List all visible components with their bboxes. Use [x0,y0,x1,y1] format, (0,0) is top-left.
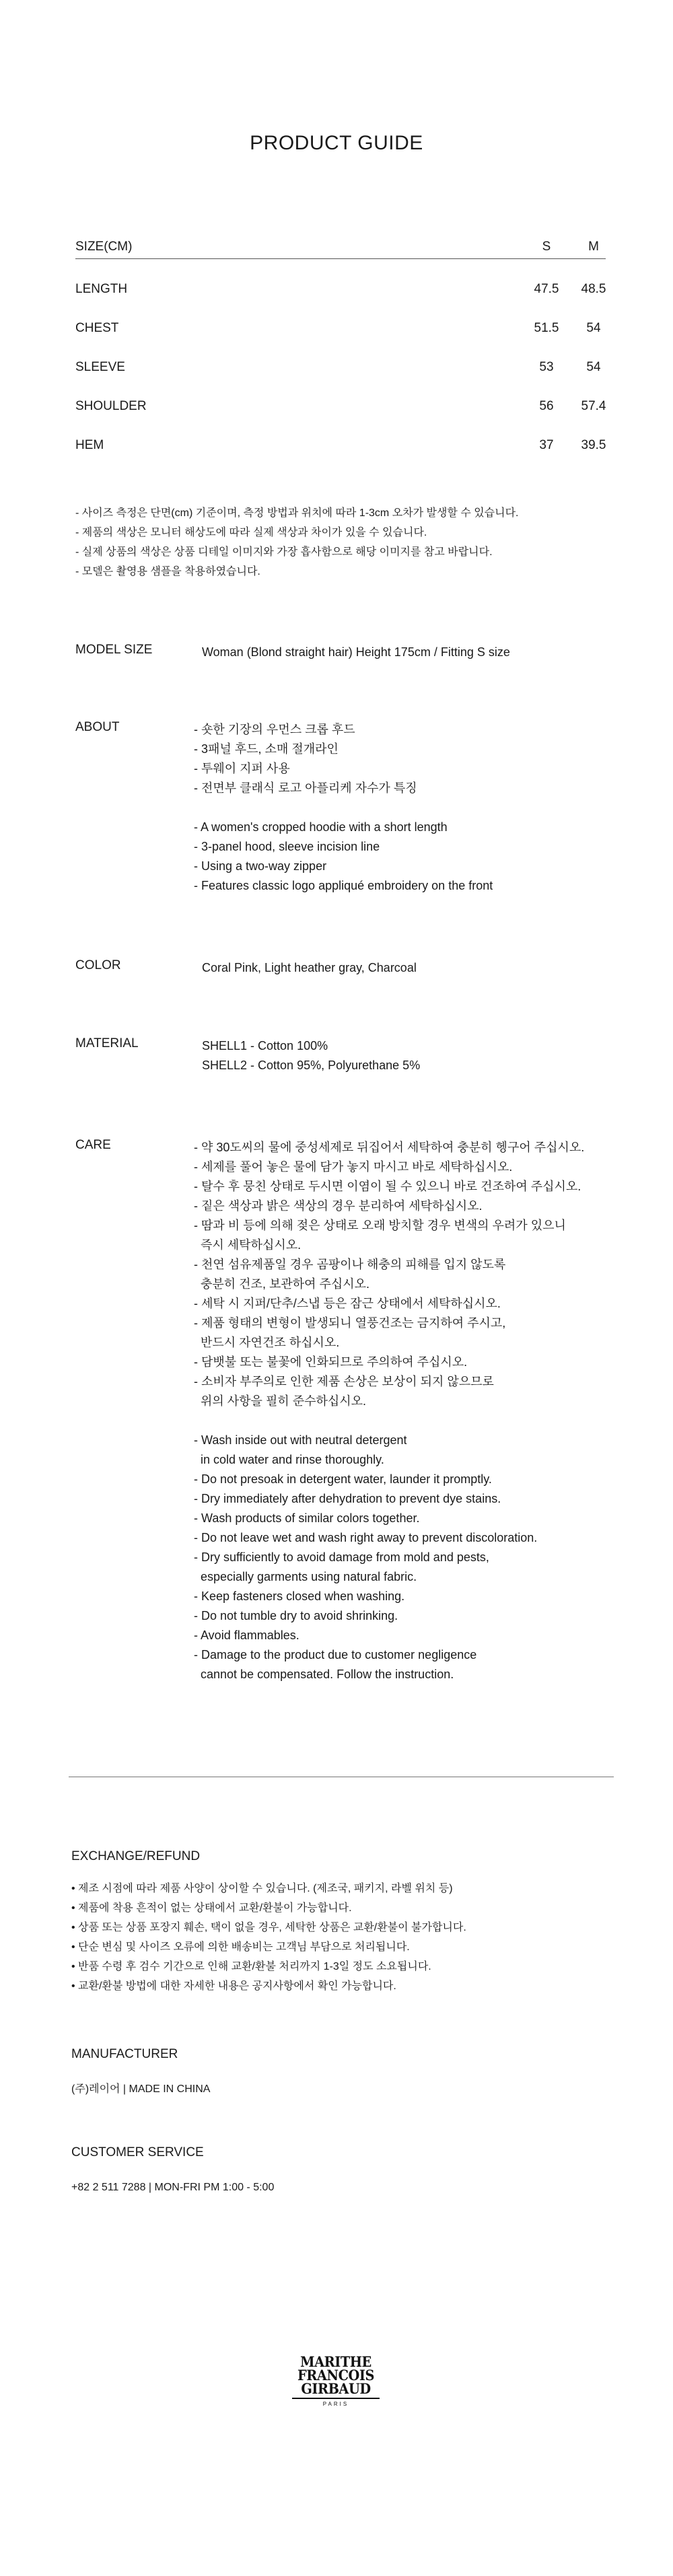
list-item: - 사이즈 측정은 단면(cm) 기준이며, 측정 방법과 위치에 따라 1-3cm 오차가 발생할 수 있습니다. [75,507,519,519]
list-item: - 3패널 후드, 소매 절개라인 [194,742,339,756]
care-label: CARE [75,1138,111,1152]
list-item: - Do not leave wet and wash right away to prevent discoloration. [194,1531,538,1544]
list-item: - Damage to the product due to customer negligence [194,1648,477,1661]
size-row-label: SHOULDER [75,399,147,413]
list-item: SHELL2 - Cotton 95%, Polyurethane 5% [202,1059,421,1072]
list-item: - 실제 상품의 색상은 상품 디테일 이미지와 가장 흡사함으로 해당 이미지를 참고 바랍니다. [75,546,493,558]
size-header-m: M [588,240,599,254]
list-item: - Using a two-way zipper [194,859,327,873]
list-item: • 상품 또는 상품 포장지 훼손, 택이 없을 경우, 세탁한 상품은 교환/환불이 불가합니다. [71,1922,466,1933]
logo-line: MARITHE [300,2353,371,2370]
list-item: • 반품 수령 후 검수 기간으로 인해 교환/환불 처리까지 1-3일 정도 소요됩니다. [71,1961,431,1972]
list-item: - 천연 섬유제품일 경우 곰팡이나 해충의 피해를 입지 않도록 [194,1258,506,1271]
list-item: 즉시 세탁하십시오. [194,1238,302,1252]
size-table-header [75,231,606,259]
list-item: - 짙은 색상과 밝은 색상의 경우 분리하여 세탁하십시오. [194,1199,483,1213]
size-row-m: 54 [586,321,601,335]
size-row-m: 48.5 [581,282,606,296]
care-list [194,1138,584,1684]
about-label: ABOUT [75,720,120,734]
list-item: - 담뱃불 또는 불꽃에 인화되므로 주의하여 주십시오. [194,1355,468,1369]
list-item: - Do not tumble dry to avoid shrinking. [194,1609,398,1622]
model-size-text: Woman (Blond straight hair) Height 175cm / Fitting S size [202,645,510,659]
list-item: - Keep fasteners closed when washing. [194,1589,405,1603]
list-item: especially garments using natural fabric. [194,1570,417,1583]
size-header-label: SIZE(CM) [75,240,133,254]
size-row-s: 53 [539,360,554,374]
exchange-list [71,1879,466,1996]
size-row-m: 54 [586,360,601,374]
list-item: - 전면부 클래식 로고 아플리케 자수가 특징 [194,781,417,795]
list-item: - A women's cropped hoodie with a short length [194,820,448,834]
list-item: 반드시 자연건조 하십시오. [194,1336,340,1349]
table-row [75,309,606,348]
list-item: - 땀과 비 등에 의해 젖은 상태로 오래 방치할 경우 변색의 우려가 있으니 [194,1219,566,1232]
list-item: • 교환/환불 방법에 대한 자세한 내용은 공지사항에서 확인 가능합니다. [71,1980,396,1992]
list-item: - 소비자 부주의로 인한 제품 손상은 보상이 되지 않으므로 [194,1375,494,1388]
list-item: • 제품에 착용 흔적이 없는 상태에서 교환/환불이 가능합니다. [71,1902,352,1914]
size-row-s: 51.5 [534,321,559,335]
customer-service-label: CUSTOMER SERVICE [71,2145,204,2159]
list-item: in cold water and rinse thoroughly. [194,1453,384,1466]
exchange-label: EXCHANGE/REFUND [71,1849,201,1863]
manufacturer-label: MANUFACTURER [71,2047,178,2061]
list-item: - Wash inside out with neutral detergent [194,1433,407,1447]
table-row [75,270,606,309]
list-item: - 제품 형태의 변형이 발생되니 열풍건조는 금지하여 주시고, [194,1316,506,1330]
list-item: - 숏한 기장의 우먼스 크롭 후드 [194,723,355,736]
size-row-label: CHEST [75,321,119,335]
list-item: cannot be compensated. Follow the instruction. [194,1668,454,1681]
list-item: • 단순 변심 및 사이즈 오류에 의한 배송비는 고객님 부담으로 처리됩니다. [71,1941,410,1953]
list-item: 충분히 건조, 보관하여 주십시오. [194,1277,370,1291]
size-header-s: S [542,240,551,254]
list-item: - Wash products of similar colors together. [194,1511,420,1525]
material-list [202,1036,420,1075]
size-row-m: 57.4 [581,399,606,413]
customer-service-text: +82 2 511 7288 | MON-FRI PM 1:00 - 5:00 [71,2182,275,2193]
table-row [75,426,606,465]
size-notes [75,503,519,581]
table-row [75,387,606,426]
list-item: 위의 사항을 필히 준수하십시오. [194,1394,367,1408]
size-row-s: 47.5 [534,282,559,296]
color-label: COLOR [75,958,121,972]
list-item: - Features classic logo appliqué embroidery on the front [194,879,493,892]
logo-line: FRANCOIS [297,2367,374,2384]
list-item: - 약 30도씨의 물에 중성세제로 뒤집어서 세탁하여 충분히 헹구어 주십시오. [194,1141,585,1154]
size-row-label: SLEEVE [75,360,125,374]
brand-logo [288,2355,384,2407]
logo-rule [292,2398,380,2399]
list-item: - 투웨이 지퍼 사용 [194,762,290,775]
list-item: - 모델은 촬영용 샘플을 착용하였습니다. [75,566,260,577]
page-title: PRODUCT GUIDE [250,132,423,154]
material-label: MATERIAL [75,1036,139,1050]
table-row [75,348,606,387]
list-item: - 세제를 풀어 놓은 물에 담가 놓지 마시고 바로 세탁하십시오. [194,1160,513,1174]
size-table [75,231,606,465]
model-size-label: MODEL SIZE [75,643,153,657]
list-item: - 탈수 후 뭉친 상태로 두시면 이염이 될 수 있으니 바로 건조하여 주십시오. [194,1180,581,1193]
list-item: - Avoid flammables. [194,1629,299,1642]
list-item: - Dry immediately after dehydration to prevent dye stains. [194,1492,501,1505]
list-item: - Dry sufficiently to avoid damage from mold and pests, [194,1550,489,1564]
logo-line: GIRBAUD [301,2380,371,2397]
color-text: Coral Pink, Light heather gray, Charcoal [202,961,417,974]
size-row-label: HEM [75,438,104,452]
list-item: • 제조 시점에 따라 제품 사양이 상이할 수 있습니다. (제조국, 패키지, 라벨 위치 등) [71,1883,453,1894]
list-item: - Do not presoak in detergent water, launder it promptly. [194,1472,492,1486]
size-row-s: 56 [539,399,554,413]
size-row-m: 39.5 [581,438,606,452]
size-row-s: 37 [539,438,554,452]
list-item: - 세탁 시 지퍼/단추/스냅 등은 잠근 상태에서 세탁하십시오. [194,1297,501,1310]
list-item: - 3-panel hood, sleeve incision line [194,840,380,853]
list-item: SHELL1 - Cotton 100% [202,1039,328,1052]
about-list [194,720,493,896]
size-row-label: LENGTH [75,282,128,296]
manufacturer-text: (주)레이어 | MADE IN CHINA [71,2083,211,2095]
list-item: - 제품의 색상은 모니터 해상도에 따라 실제 색상과 차이가 있을 수 있습니다. [75,527,427,538]
logo-subtitle: PARIS [322,2401,349,2407]
